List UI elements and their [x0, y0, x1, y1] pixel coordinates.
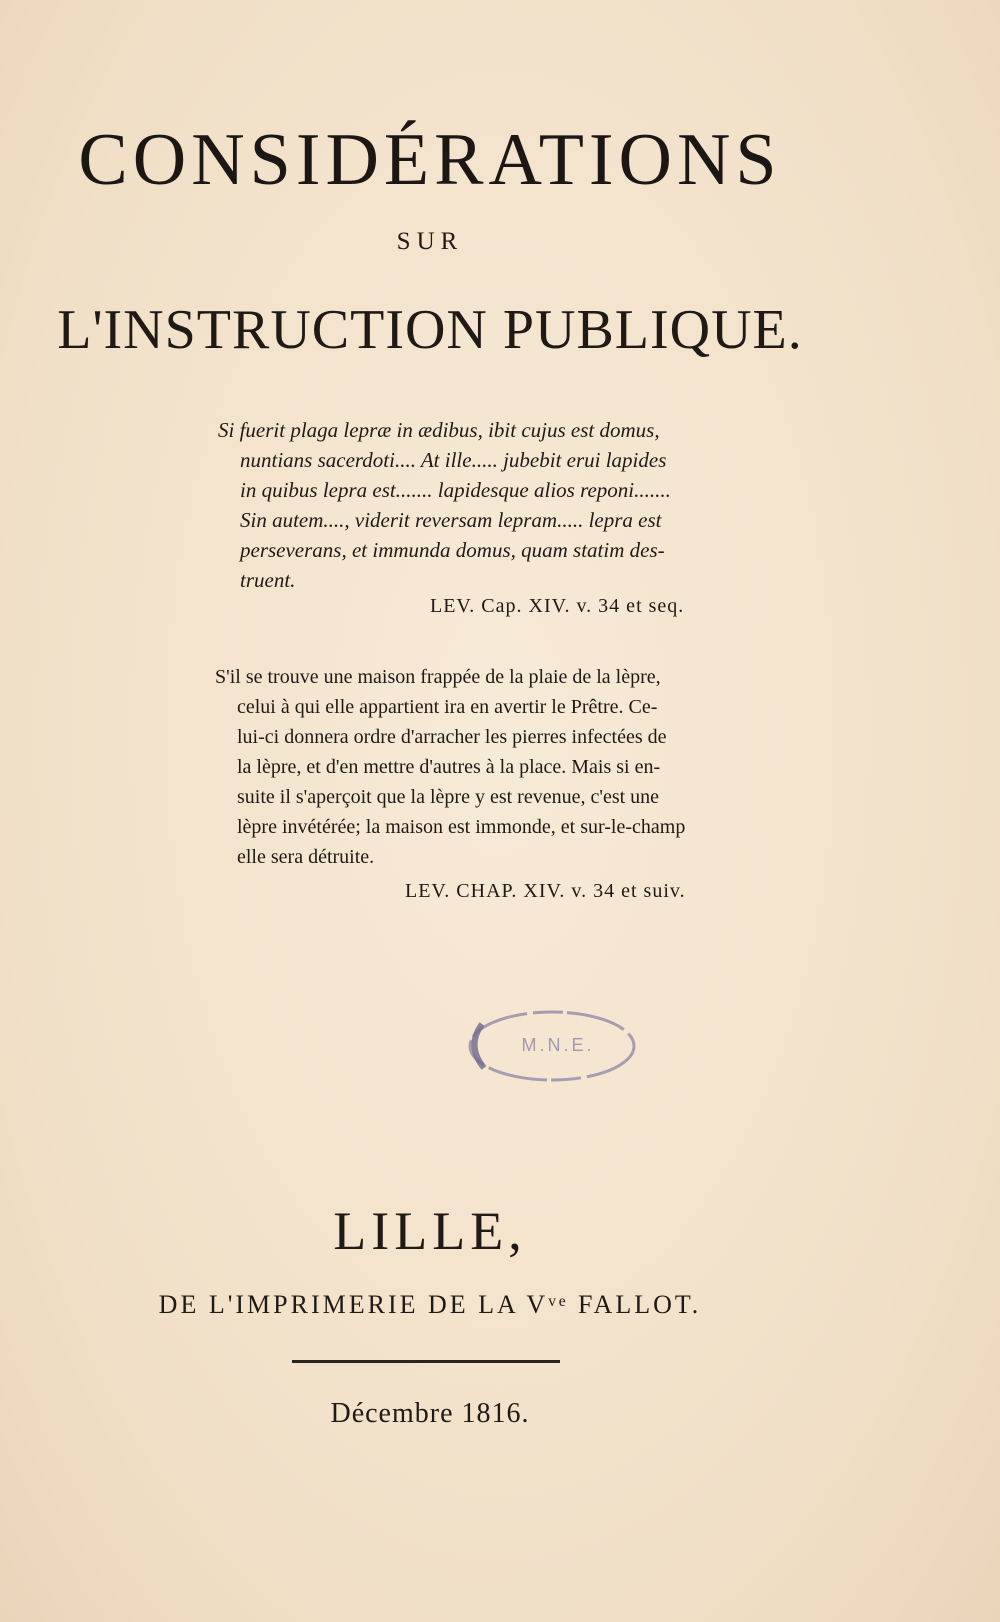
divider-rule — [292, 1360, 560, 1363]
latin-citation: LEV. Cap. XIV. v. 34 et seq. — [430, 595, 685, 617]
french-line: celui à qui elle appartient ira en avertir le Prêtre. Ce- — [237, 696, 658, 718]
title-subtitle: L'INSTRUCTION PUBLIQUE. — [57, 299, 803, 361]
imprint-date: Décembre 1816. — [330, 1398, 530, 1429]
latin-line: Sin autem...., viderit reversam lepram..... lepra est — [240, 508, 662, 532]
latin-line: truent. — [240, 568, 296, 592]
french-line: S'il se trouve une maison frappée de la plaie de la lèpre, — [215, 666, 661, 688]
french-line: lui-ci donnera ordre d'arracher les pierres infectées de — [237, 726, 667, 748]
french-line: elle sera détruite. — [237, 846, 375, 868]
latin-line: nuntians sacerdoti.... At ille..... jubebit erui lapides — [240, 448, 667, 472]
latin-line: perseverans, et immunda domus, quam statim des- — [240, 538, 665, 562]
title-connector: SUR — [396, 228, 464, 255]
french-citation: LEV. CHAP. XIV. v. 34 et suiv. — [405, 880, 686, 902]
latin-line: in quibus lepra est....... lapidesque alios reponi....... — [240, 478, 671, 502]
latin-line: Si fuerit plaga lepræ in ædibus, ibit cujus est domus, — [218, 418, 660, 442]
imprint-printer: DE L'IMPRIMERIE DE LA Vᵛᵉ FALLOT. — [158, 1290, 702, 1319]
french-line: lèpre invétérée; la maison est immonde, et sur-le-champ — [237, 816, 686, 838]
french-line: suite il s'aperçoit que la lèpre y est revenue, c'est une — [237, 786, 660, 808]
epigraph-latin — [218, 415, 786, 595]
imprint-city: LILLE, — [333, 1201, 527, 1261]
title-main: CONSIDÉRATIONS — [78, 119, 782, 201]
stamp-text: M.N.E. — [521, 1035, 595, 1055]
french-line: la lèpre, et d'en mettre d'autres à la place. Mais si en- — [237, 756, 661, 778]
epigraph-french — [215, 662, 790, 872]
